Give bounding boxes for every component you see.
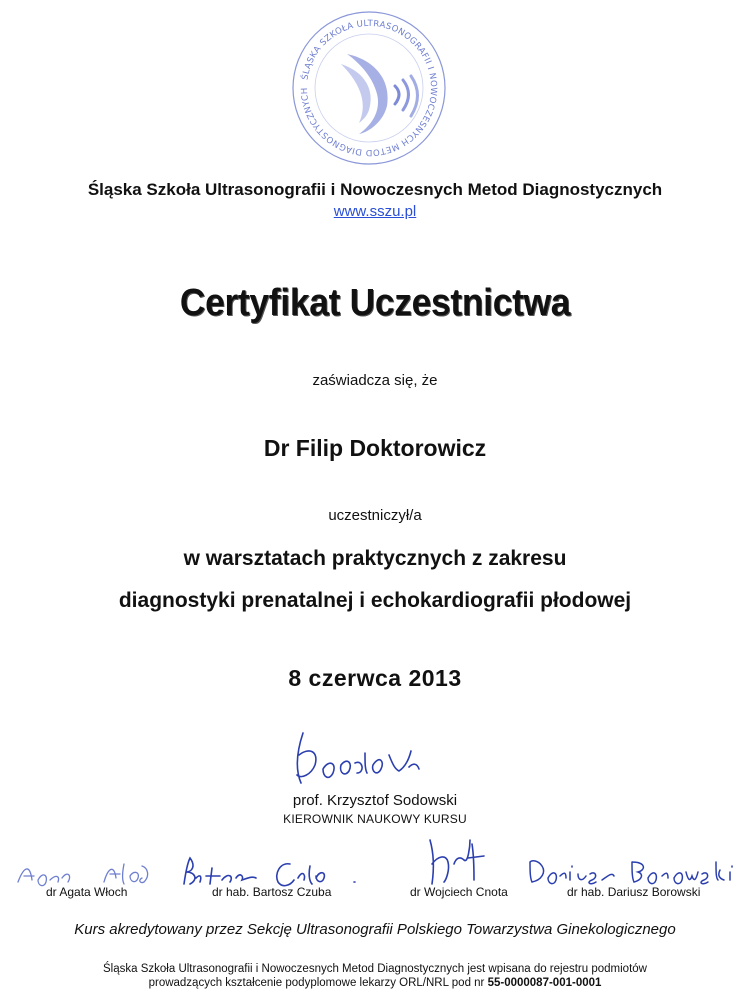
registry-line-2 xyxy=(0,976,750,990)
school-name: Śląska Szkoła Ultrasonografii i Nowoczesnych Metod Diagnostycznych xyxy=(87,180,663,199)
course-line-1: w warsztatach praktycznych z zakresu xyxy=(183,547,567,570)
logo-ring-text: ŚLĄSKA SZKOŁA ULTRASONOGRAFII I NOWOCZESNYCH METOD DIAGNOSTYCZNYCH xyxy=(299,18,439,158)
course-date: 8 czerwca 2013 xyxy=(288,665,462,691)
registry-number: 55-0000087-001-0001 xyxy=(487,977,602,989)
director-name: prof. Krzysztof Sodowski xyxy=(292,792,458,809)
course-line-2: diagnostyki prenatalnej i echokardiografii płodowej xyxy=(118,589,632,612)
school-logo xyxy=(283,2,455,174)
attestation-text: zaświadcza się, że xyxy=(312,372,438,389)
director-role: KIEROWNIK NAUKOWY KURSU xyxy=(283,812,467,826)
accreditation-note: Kurs akredytowany przez Sekcję Ultrasonografii Polskiego Towarzystwa Ginekologicznego xyxy=(74,921,676,938)
signatory-name: dr hab. Bartosz Czuba xyxy=(212,885,332,899)
registry-line-1: Śląska Szkoła Ultrasonografii i Nowoczesnych Metod Diagnostycznych jest wpisana do rejestru podmiotów xyxy=(103,963,647,975)
registry-line-2-text: prowadzących kształcenie podyplomowe lekarzy ORL/NRL pod nr xyxy=(148,977,488,989)
certificate-title: Certyfikat Uczestnictwa xyxy=(179,282,571,324)
signatory-name: dr hab. Dariusz Borowski xyxy=(567,885,701,899)
recipient-name: Dr Filip Doktorowicz xyxy=(263,435,487,461)
signature-wojciech-cnota xyxy=(420,834,500,888)
director-signature xyxy=(285,725,445,795)
participation-text: uczestniczył/a xyxy=(328,507,422,524)
signatory-name: dr Wojciech Cnota xyxy=(410,885,508,899)
school-website-link[interactable]: www.sszu.pl xyxy=(333,203,417,220)
signatory-name: dr Agata Włoch xyxy=(46,885,128,899)
